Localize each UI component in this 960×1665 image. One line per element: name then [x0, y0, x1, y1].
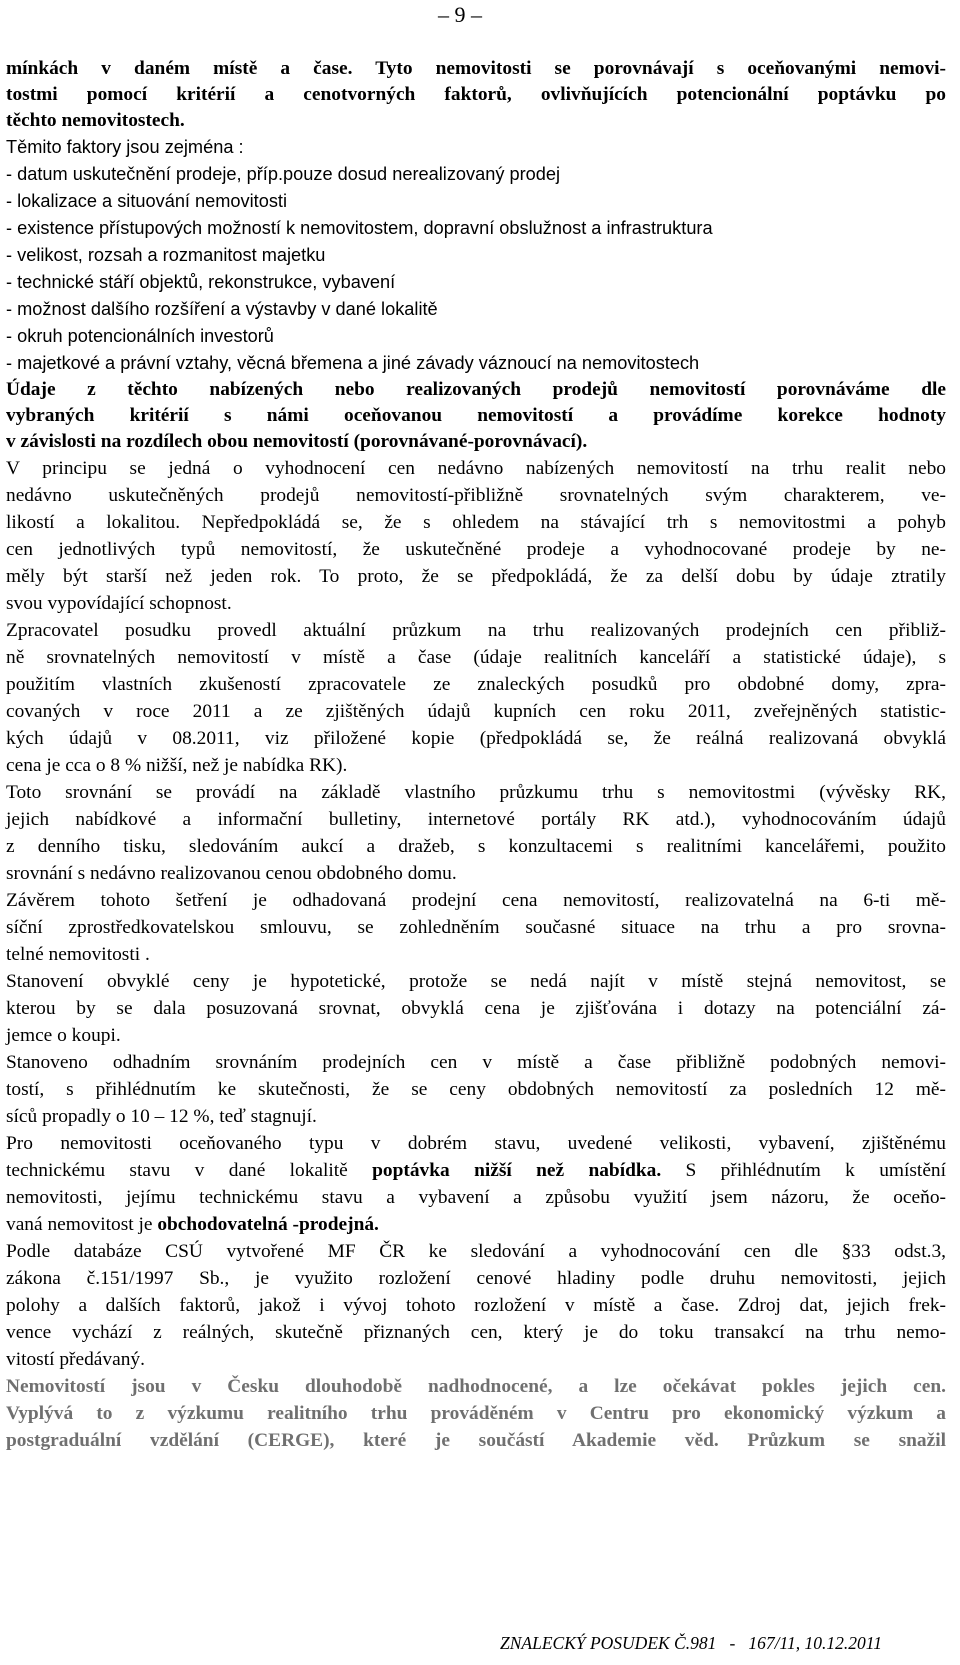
text-line: srovnání s nedávno realizovanou cenou obdobného domu.: [6, 863, 457, 884]
highlighted-text-line: postgraduální vzdělání (CERGE), které je součástí Akademie věd. Průzkum se snažil: [6, 1430, 946, 1451]
text-line: v závislosti na rozdílech obou nemovitostí (porovnávané-porovnávací).: [6, 431, 588, 452]
page-number: – 9 –: [438, 2, 482, 27]
text-line: mínkách v daném místě a čase. Tyto nemovitosti se porovnávají s oceňovanými nemovi-: [6, 58, 946, 79]
text-line: kterou by se dala posuzovaná srovnat, obvyklá cena je zjišťována i dotazy na potenciální zá-: [6, 998, 946, 1019]
text-line: měly být starší než jeden rok. To proto, že se předpokládá, že za delší dobu by údaje ztratily: [6, 566, 946, 587]
text-run: S přihlédnutím k umístění: [661, 1160, 947, 1181]
text-line: Zpracovatel posudku provedl aktuální průzkum na trhu realizovaných prodejních cen přibliž-: [6, 620, 946, 641]
text-line: ně srovnatelných nemovitostí v místě a čase (údaje realitních kanceláří a statistické údaje), s: [6, 647, 946, 668]
text-line: Pro nemovitosti oceňovaného typu v dobrém stavu, uvedené velikosti, vybavení, zjištěnému: [6, 1133, 946, 1154]
text-line: zákona č.151/1997 Sb., je využito rozložení cenové hladiny podle druhu nemovitosti, jejich: [6, 1268, 946, 1289]
text-run: technickému stavu v dané lokalitě: [6, 1160, 373, 1181]
text-line: covaných v roce 2011 a ze zjištěných údajů kupních cen roku 2011, zveřejněných statistic-: [6, 701, 946, 722]
emphasis-text: poptávka nižší než nabídka.: [372, 1160, 662, 1181]
text-line: Podle databáze CSÚ vytvořené MF ČR ke sledování a vyhodnocování cen dle §33 odst.3,: [6, 1241, 946, 1262]
text-line: vence vychází z reálných, skutečně přiznaných cen, který je do toku transakcí na trhu nemo-: [6, 1322, 946, 1343]
text-line: z denního tisku, sledováním aukcí a dražeb, s konzultacemi s realitními kancelářemi, použito: [6, 836, 946, 857]
text-line: Stanovení obvyklé ceny je hypotetické, protože se nedá najít v místě stejná nemovitost, se: [6, 971, 946, 992]
text-line: polohy a dalších faktorů, jakož i vývoj tohoto rozložení v místě a čase. Zdroj dat, jejich frek-: [6, 1295, 946, 1316]
text-line: Těmito faktory jsou zejména :: [6, 137, 244, 157]
text-line: jejich nabídkové a informační bulletiny, internetové portály RK atd.), vyhodnocováním údajů: [6, 809, 946, 830]
text-line: cena je cca o 8 % nižší, než je nabídka RK).: [6, 755, 348, 776]
text-line: tostí, s přihlédnutím ke skutečnosti, že se ceny obdobných nemovitostí za posledních 12 mě-: [6, 1079, 946, 1100]
list-item: - existence přístupových možností k nemovitostem, dopravní obslužnost a infrastruktura: [6, 218, 713, 238]
text-line: použitím vlastních zkušeností zpracovatele ze znaleckých posudků pro obdobné domy, zpra-: [6, 674, 946, 695]
text-line: V principu se jedná o vyhodnocení cen nedávno nabízených nemovitostí na trhu realit nebo: [6, 458, 946, 479]
text-line: těchto nemovitostech.: [6, 110, 185, 131]
highlighted-text-line: Nemovitostí jsou v Česku dlouhodobě nadhodnocené, a lze očekávat pokles jejich cen.: [6, 1376, 946, 1397]
text-line: likostí a lokalitou. Nepředpokládá se, že s ohledem na stávající trh s nemovitostmi a pohyb: [6, 512, 946, 533]
list-item: - možnost dalšího rozšíření a výstavby v dané lokalitě: [6, 299, 438, 319]
text-line: telné nemovitosti .: [6, 944, 150, 965]
text-line: vybraných kritérií s námi oceňovanou nemovitostí a provádíme korekce hodnoty: [6, 405, 946, 426]
text-line: svou vypovídající schopnost.: [6, 593, 232, 614]
text-run: vaná nemovitost je: [6, 1214, 158, 1235]
text-line: kých údajů v 08.2011, viz přiložené kopie (předpokládá se, že reálná realizovaná obvyklá: [6, 728, 946, 749]
text-line: síční zprostředkovatelskou smlouvu, se zohledněním současné situace na trhu a pro srovna-: [6, 917, 946, 938]
text-line: Toto srovnání se provádí na základě vlastního průzkumu trhu s nemovitostmi (vývěsky RK,: [6, 782, 946, 803]
text-line: Stanoveno odhadním srovnáním prodejních cen v místě a čase přibližně podobných nemovi-: [6, 1052, 946, 1073]
text-line: jemce o koupi.: [6, 1025, 121, 1046]
list-item: - okruh potencionálních investorů: [6, 326, 274, 346]
text-line: nemovitosti, jejímu technickému stavu a vybavení a způsobu využití jsem názoru, že oceňo-: [6, 1187, 946, 1208]
text-line: cen jednotlivých typů nemovitostí, že uskutečněné prodeje a vyhodnocované prodeje by ne-: [6, 539, 946, 560]
text-line: [6, 1157, 946, 1184]
emphasis-text: obchodovatelná -prodejná.: [157, 1214, 379, 1235]
page-footer: ZNALECKÝ POSUDEK Č.981 - 167/11, 10.12.2011: [500, 1633, 882, 1653]
text-line: Údaje z těchto nabízených nebo realizovaných prodejů nemovitostí porovnáváme dle: [6, 379, 946, 400]
list-item: - velikost, rozsah a rozmanitost majetku: [6, 245, 326, 265]
list-item: - datum uskutečnění prodeje, příp.pouze dosud nerealizovaný prodej: [6, 164, 561, 184]
text-line: nedávno uskutečněných prodejů nemovitostí-přibližně srovnatelných svým charakterem, ve-: [6, 485, 946, 506]
text-line: [6, 1211, 379, 1238]
text-line: tostmi pomocí kritérií a cenotvorných faktorů, ovlivňujících potencionální poptávku po: [6, 84, 946, 105]
list-item: - lokalizace a situování nemovitosti: [6, 191, 288, 211]
text-line: síců propadly o 10 – 12 %, teď stagnují.: [6, 1106, 317, 1127]
list-item: - majetkové a právní vztahy, věcná břemena a jiné závady váznoucí na nemovitostech: [6, 353, 700, 373]
text-line: Závěrem tohoto šetření je odhadovaná prodejní cena nemovitostí, realizovatelná na 6-ti mě-: [6, 890, 946, 911]
list-item: - technické stáří objektů, rekonstrukce, vybavení: [6, 272, 396, 292]
highlighted-text-line: Vyplývá to z výzkumu realitního trhu prováděném v Centru pro ekonomický výzkum a: [6, 1403, 946, 1424]
text-line: vitostí předávaný.: [6, 1349, 145, 1370]
